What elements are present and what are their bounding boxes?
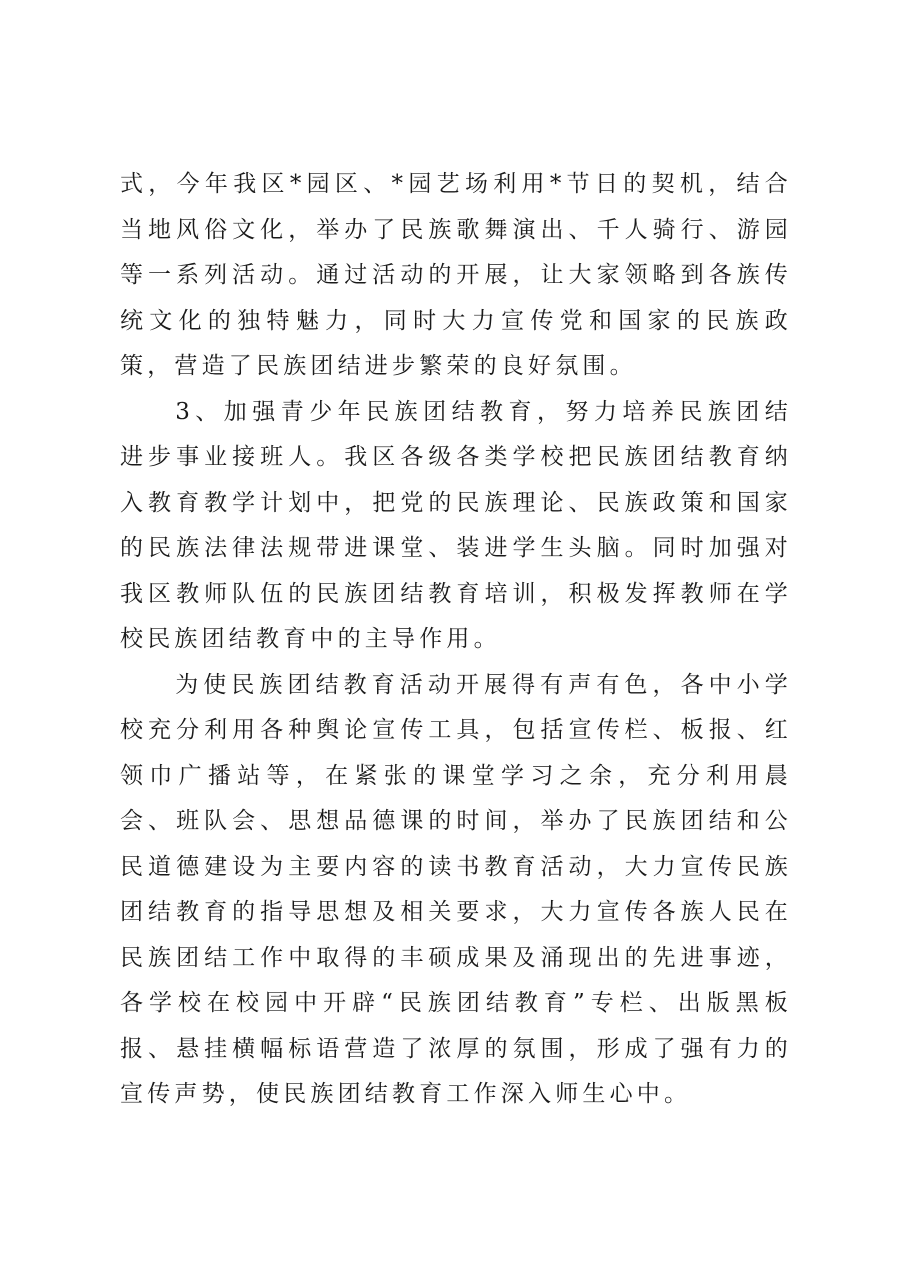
paragraph-continuation: 式，今年我区*园区、*园艺场利用*节日的契机，结合当地风俗文化，举办了民族歌舞演出、千人骑行、游园等一系列活动。通过活动的开展，让大家领略到各族传统文化的独特魅力，同时大力宣传党和国家的民族政策，营造了民族团结进步繁荣的良好氛围。: [120, 171, 792, 379]
document-body: [120, 162, 792, 1118]
paragraph-school-activities: 为使民族团结教育活动开展得有声有色，各中小学校充分利用各种舆论宣传工具，包括宣传栏、板报、红领巾广播站等，在紧张的课堂学习之余，充分利用晨会、班队会、思想品德课的时间，举办了民族团结和公民道德建设为主要内容的读书教育活动，大力宣传民族团结教育的指导思想及相关要求，大力宣传各族人民在民族团结工作中取得的丰硕成果及涌现出的先进事迹，各学校在校园中开辟“民族团结教育”专栏、出版黑板报、悬挂横幅标语营造了浓厚的氛围，形成了强有力的宣传声势，使民族团结教育工作深入师生心中。: [120, 671, 792, 1107]
paragraph-section-3: 3、加强青少年民族团结教育，努力培养民族团结进步事业接班人。我区各级各类学校把民族团结教育纳入教育教学计划中，把党的民族理论、民族政策和国家的民族法律法规带进课堂、装进学生头脑。同时加强对我区教师队伍的民族团结教育培训，积极发挥教师在学校民族团结教育中的主导作用。: [120, 398, 792, 652]
